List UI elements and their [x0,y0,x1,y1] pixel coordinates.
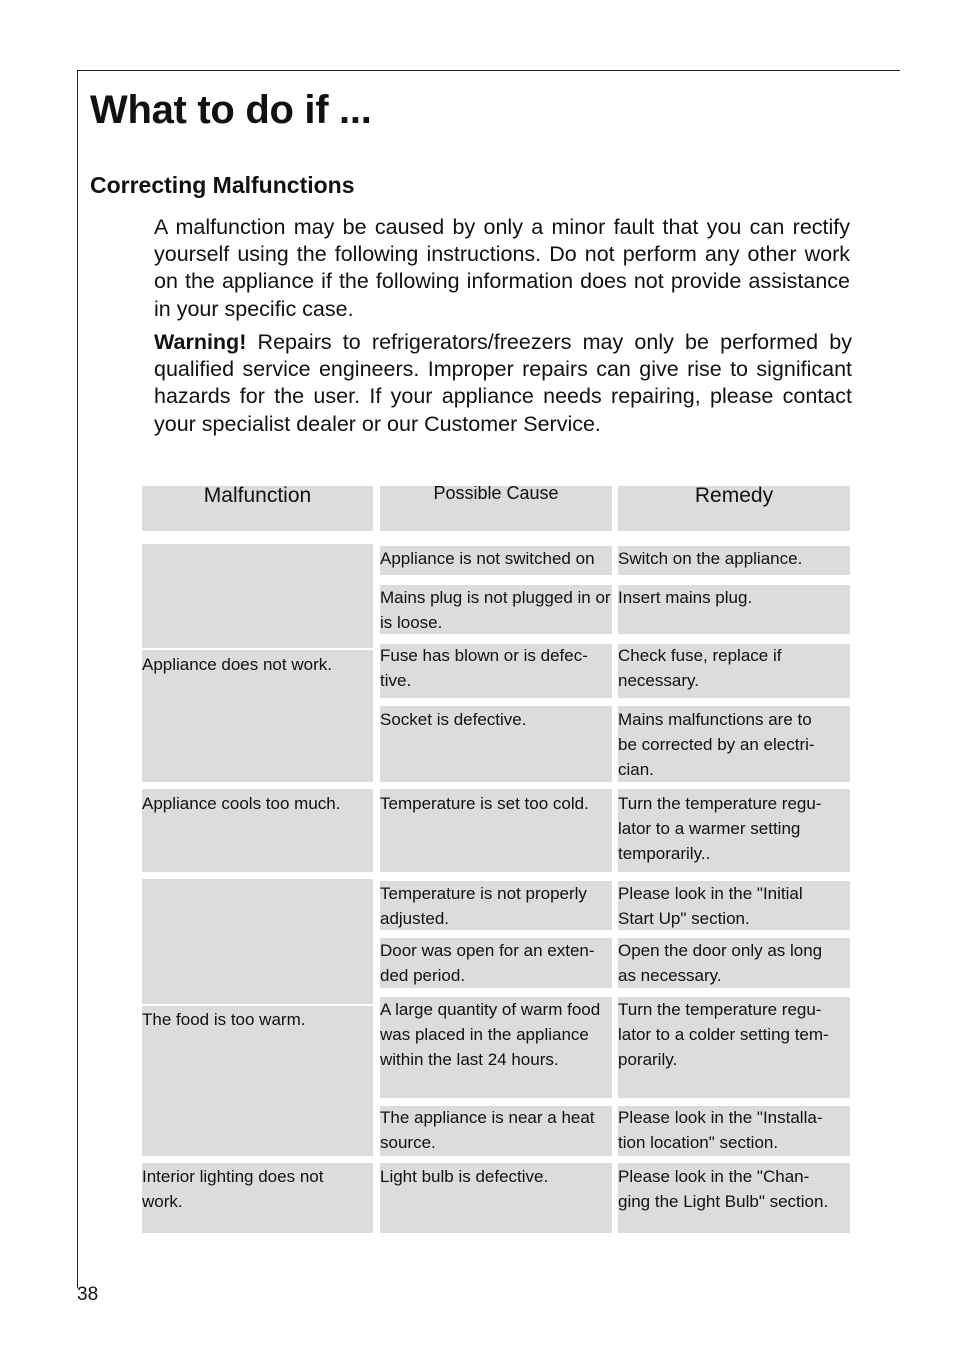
warning-text: Repairs to refrigerators/freezers may only be performed by qualified service engineers. Improper repairs can give rise to significant hazards for the user. If your appliance needs repairing, please contact your specialist dealer or our Customer Service. [154,330,852,436]
remedy-cell: Mains malfunctions are to be corrected by an electri- cian. [618,706,850,782]
cause-cell: Temperature is not properly adjusted. [380,881,612,930]
remedy-cell: Insert mains plug. [618,585,850,634]
cause-cell: Socket is defective. [380,706,612,782]
header-remedy: Remedy [618,486,850,531]
page-number: 38 [77,1284,99,1305]
warning-label: Warning! [154,330,247,354]
remedy-cell: Please look in the "Chan- ging the Light Bulb" section. [618,1163,850,1233]
intro-paragraph: A malfunction may be caused by only a minor fault that you can rectify yourself using the following instructions. Do not perform any other work on the appliance if the following information does not provide assistance in your specific case. [154,215,850,321]
cause-cell: Light bulb is defective. [380,1163,612,1233]
remedy-cell: Open the door only as long as necessary. [618,938,850,988]
malfunction-cell: Interior lighting does not work. [142,1163,373,1233]
malfunction-cell: Appliance cools too much. [142,789,373,872]
cause-cell: Appliance is not switched on [380,546,612,575]
section-title: Correcting Malfunctions [90,172,355,198]
remedy-cell: Turn the temperature regu- lator to a warmer setting temporarily.. [618,789,850,872]
remedy-cell: Please look in the "Installa- tion location" section. [618,1106,850,1156]
cause-cell: Temperature is set too cold. [380,789,612,872]
left-rule [77,70,78,1288]
remedy-cell: Check fuse, replace if necessary. [618,644,850,698]
malfunction-cell-blank [142,879,373,1004]
remedy-cell: Please look in the "Initial Start Up" section. [618,881,850,930]
malfunction-cell-blank [142,544,373,648]
header-malfunction: Malfunction [142,486,373,531]
header-possible-cause: Possible Cause [380,486,612,531]
remedy-cell: Switch on the appliance. [618,546,850,575]
cause-cell: Door was open for an exten- ded period. [380,938,612,988]
remedy-cell: Turn the temperature regu- lator to a colder setting tem- porarily. [618,997,850,1098]
warning-paragraph [154,329,852,438]
cause-cell: Fuse has blown or is defec- tive. [380,644,612,698]
malfunction-cell: Appliance does not work. [142,650,373,782]
page-title: What to do if ... [90,88,372,132]
cause-cell: The appliance is near a heat source. [380,1106,612,1156]
malfunction-cell: The food is too warm. [142,1006,373,1156]
cause-cell: A large quantity of warm food was placed in the appliance within the last 24 hours. [380,997,612,1098]
top-rule [77,70,900,71]
cause-cell: Mains plug is not plugged in or is loose. [380,585,612,634]
